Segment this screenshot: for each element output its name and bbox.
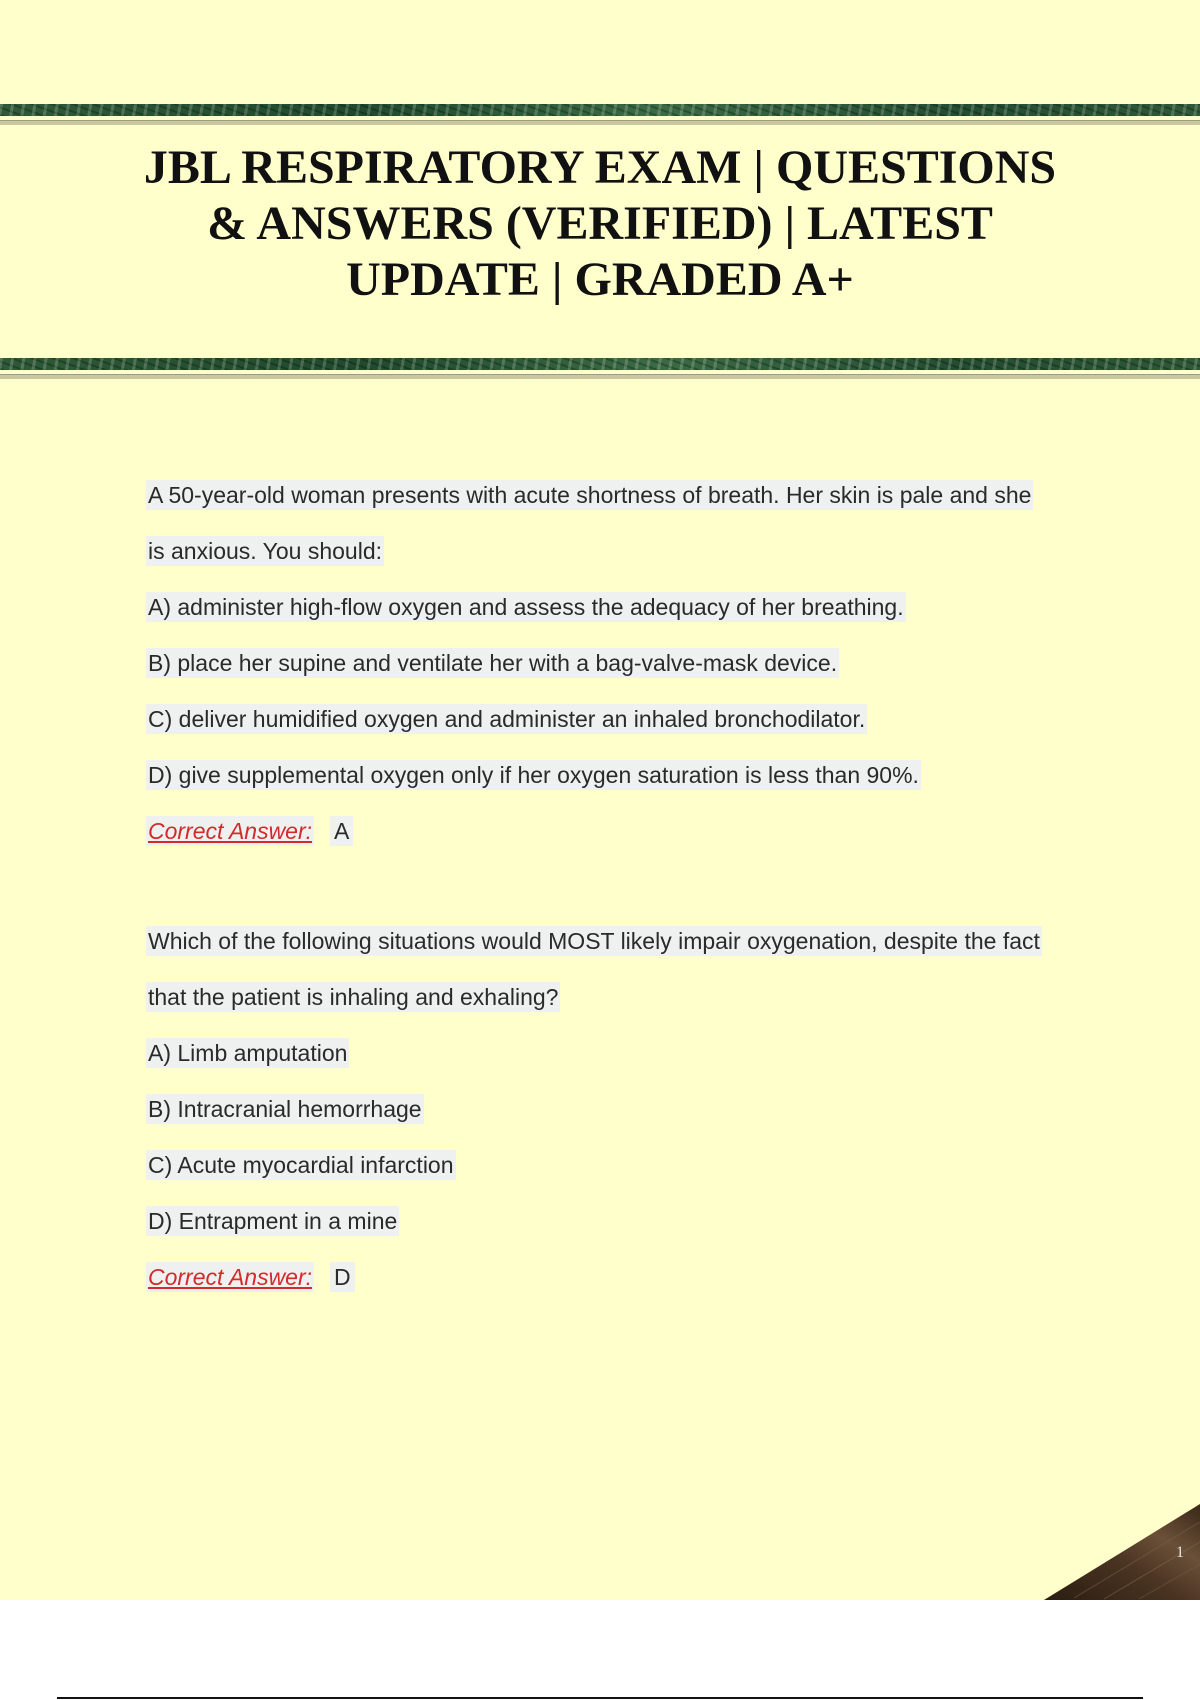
question-1-stem-line-2: is anxious. You should:	[148, 538, 383, 564]
question-2-stem-line-1: Which of the following situations would MOST likely impair oxygenation, despite the fact	[148, 928, 1040, 954]
question-2-correct-answer	[146, 1249, 1096, 1305]
decorative-band-bottom	[0, 358, 1200, 370]
question-1-option-c: C) deliver humidified oxygen and administer an inhaled bronchodilator.	[148, 706, 866, 732]
correct-answer-label: Correct Answer:	[148, 818, 313, 844]
header-rule-top	[0, 120, 1200, 125]
correct-answer-value: D	[330, 1262, 355, 1292]
question-1-option-b: B) place her supine and ventilate her with a bag-valve-mask device.	[148, 650, 838, 676]
question-2-option-a: A) Limb amputation	[148, 1040, 348, 1066]
question-block-2	[146, 913, 1096, 1305]
question-1-option-a: A) administer high-flow oxygen and assess the adequacy of her breathing.	[148, 594, 904, 620]
question-1-option-d: D) give supplemental oxygen only if her oxygen saturation is less than 90%.	[148, 762, 919, 788]
question-1-stem-line-1: A 50-year-old woman presents with acute shortness of breath. Her skin is pale and she	[148, 482, 1032, 508]
question-2-option-c: C) Acute myocardial infarction	[148, 1152, 454, 1178]
document-title	[60, 140, 1140, 308]
decorative-band-top	[0, 104, 1200, 116]
title-line-3: UPDATE | GRADED A+	[346, 253, 854, 306]
question-1-correct-answer	[146, 803, 1096, 859]
question-block-1	[146, 467, 1096, 859]
question-2-stem-line-2: that the patient is inhaling and exhaling?	[148, 984, 559, 1010]
question-2-option-b: B) Intracranial hemorrhage	[148, 1096, 422, 1122]
correct-answer-label: Correct Answer:	[148, 1264, 313, 1290]
title-line-1: JBL RESPIRATORY EXAM | QUESTIONS	[143, 141, 1057, 194]
correct-answer-value: A	[330, 816, 353, 846]
header-rule-bottom	[0, 374, 1200, 379]
question-2-option-d: D) Entrapment in a mine	[148, 1208, 398, 1234]
page-number: 1	[1176, 1544, 1184, 1561]
page-separator-rule	[57, 1697, 1143, 1699]
title-line-2: & ANSWERS (VERIFIED) | LATEST	[207, 197, 993, 250]
